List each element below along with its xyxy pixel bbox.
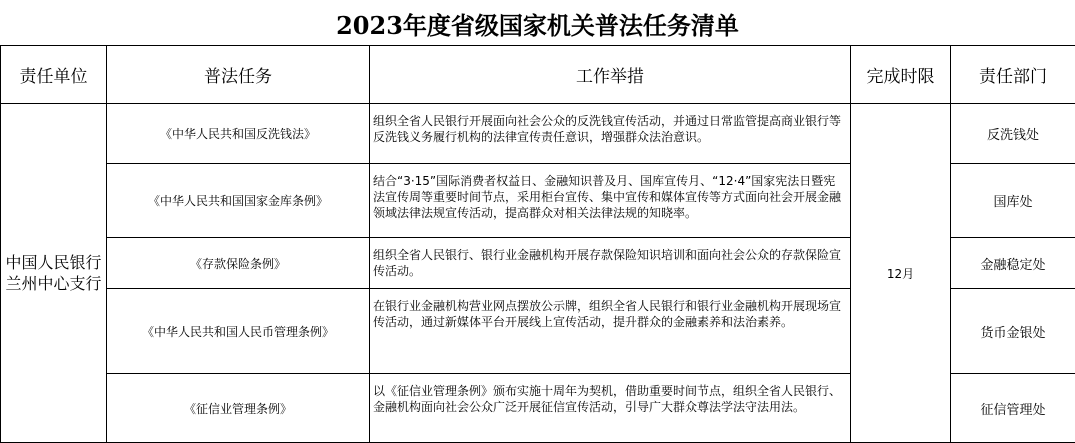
task-cell: 《中华人民共和国国家金库条例》 (107, 164, 370, 238)
measure-text: 组织全省人民银行、银行业金融机构开展存款保险知识培训和面向社会公众的存款保险宣传活动。 (370, 238, 850, 279)
measure-cell (370, 289, 851, 374)
task-cell: 《中华人民共和国反洗钱法》 (107, 104, 370, 164)
measure-text: 以《征信业管理条例》颁布实施十周年为契机，借助重要时间节点，组织全省人民银行、金融机构面向社会公众广泛开展征信宣传活动，引导广大群众尊法学法守法用法。 (370, 374, 850, 415)
measure-text: 组织全省人民银行开展面向社会公众的反洗钱宣传活动，并通过日常监管提高商业银行等反洗钱义务履行机构的法律宣传责任意识，增强群众法治意识。 (370, 104, 850, 145)
dept-cell: 金融稳定处 (951, 238, 1075, 289)
header-row (1, 46, 1075, 104)
task-cell: 《中华人民共和国人民币管理条例》 (107, 289, 370, 374)
deadline-cell: 12月 (851, 104, 951, 443)
measure-cell (370, 374, 851, 443)
dept-cell: 货币金银处 (951, 289, 1075, 374)
task-table (0, 45, 1075, 443)
header-dept: 责任部门 (951, 46, 1075, 104)
sheet-title: 2023年度省级国家机关普法任务清单 (0, 0, 1075, 46)
header-deadline: 完成时限 (851, 46, 951, 104)
header-measure: 工作举措 (370, 46, 851, 104)
measure-cell (370, 164, 851, 238)
measure-cell (370, 104, 851, 164)
task-cell: 《存款保险条例》 (107, 238, 370, 289)
dept-cell: 反洗钱处 (951, 104, 1075, 164)
table-row (1, 104, 1075, 164)
responsible-unit: 中国人民银行兰州中心支行 (5, 253, 101, 293)
header-task: 普法任务 (107, 46, 370, 104)
dept-cell: 征信管理处 (951, 374, 1075, 443)
measure-text: 在银行业金融机构营业网点摆放公示牌，组织全省人民银行和银行业金融机构开展现场宣传活动，通过新媒体平台开展线上宣传活动，提升群众的金融素养和法治素养。 (370, 289, 850, 330)
header-unit: 责任单位 (1, 46, 107, 104)
measure-cell (370, 238, 851, 289)
measure-text: 结合“3·15”国际消费者权益日、金融知识普及月、国库宣传月、“12·4”国家宪法日暨宪法宣传周等重要时间节点，采用柜台宣传、集中宣传和媒体宣传等方式面向社会开展金融领域法律法规宣传活动，提高群众对相关法律法规的知晓率。 (370, 164, 850, 221)
responsible-unit-cell (1, 104, 107, 443)
dept-cell: 国库处 (951, 164, 1075, 238)
task-cell: 《征信业管理条例》 (107, 374, 370, 443)
